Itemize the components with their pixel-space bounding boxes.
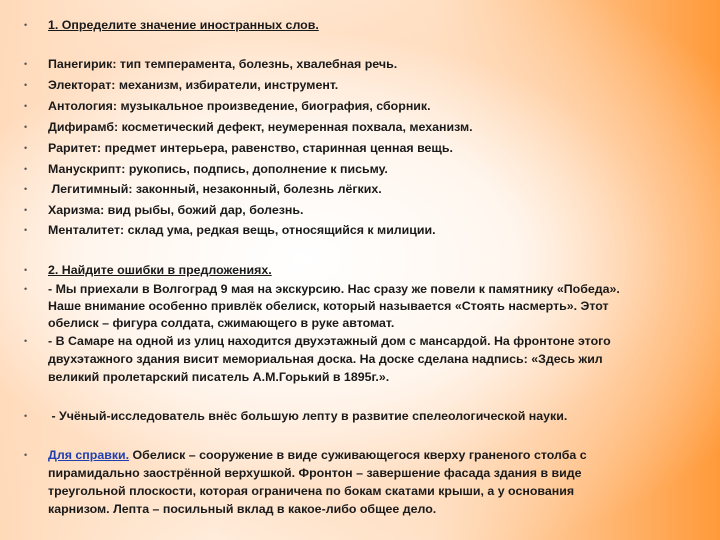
bullet: • (24, 205, 28, 215)
reference-line-2: пирамидально заострённой верхушкой. Фронтон – завершение фасада здания в виде (48, 466, 582, 480)
word-item-8: Харизма: вид рыбы, божий дар, болезнь. (48, 203, 304, 217)
word-item-4: Дифирамб: косметический дефект, неумеренная похвала, механизм. (48, 120, 473, 134)
reference-text: Обелиск – сооружение в виде суживающегося кверху граненого столба с (129, 448, 587, 462)
bullet: • (24, 80, 28, 90)
word-item-3: Антология: музыкальное произведение, биография, сборник. (48, 99, 431, 113)
bullet: • (24, 20, 28, 30)
reference-label: Для справки. (48, 448, 130, 462)
bullet: • (24, 265, 28, 275)
sentence-3: - Учёный-исследователь внёс большую лепту в развитие спелеологической науки. (48, 409, 568, 423)
bullet: • (24, 225, 28, 235)
reference-line-3: треугольной плоскости, которая ограничена по бокам скатами крыши, а у основания (48, 484, 575, 498)
sentence-2-line-1: - В Самаре на одной из улиц находится двухэтажный дом с мансардой. На фронтоне этого (48, 334, 611, 348)
reference-line-1 (48, 447, 708, 464)
sentence-1-line-1: - Мы приехали в Волгоград 9 мая на экскурсию. Нас сразу же повели к памятнику «Победа». (48, 282, 620, 296)
word-item-5: Раритет: предмет интерьера, равенство, старинная ценная вещь. (48, 141, 453, 155)
bullet: • (24, 411, 28, 421)
sentence-2-line-2: двухэтажного здания висит мемориальная доска. На доске сделана надпись: «Здесь жил (48, 352, 603, 366)
bullet: • (24, 284, 28, 294)
reference-line-4: карнизом. Лепта – посильный вклад в какое-либо общее дело. (48, 502, 437, 516)
sentence-1-line-2: Наше внимание особенно привлёк обелиск, который называется «Стоять насмерть». Этот (48, 299, 609, 313)
word-item-2: Электорат: механизм, избиратели, инструмент. (48, 78, 339, 92)
task-1-heading: 1. Определите значение иностранных слов. (48, 18, 319, 32)
word-item-9: Менталитет: склад ума, редкая вещь, относящийся к милиции. (48, 223, 436, 237)
word-item-6: Манускрипт: рукопись, подпись, дополнение к письму. (48, 162, 388, 176)
bullet: • (24, 101, 28, 111)
word-item-7: Легитимный: законный, незаконный, болезнь лёгких. (48, 182, 382, 196)
sentence-2-line-3: великий пролетарский писатель А.М.Горький в 1895г.». (48, 370, 390, 384)
word-item-1: Панегирик: тип темперамента, болезнь, хвалебная речь. (48, 57, 398, 71)
bullet: • (24, 143, 28, 153)
bullet: • (24, 59, 28, 69)
bullet: • (24, 450, 28, 460)
bullet: • (24, 164, 28, 174)
bullet: • (24, 336, 28, 346)
bullet: • (24, 184, 28, 194)
task-2-heading: 2. Найдите ошибки в предложениях. (48, 263, 272, 277)
sentence-1-line-3: обелиск – фигура солдата, сжимающего в руке автомат. (48, 316, 395, 330)
bullet: • (24, 122, 28, 132)
